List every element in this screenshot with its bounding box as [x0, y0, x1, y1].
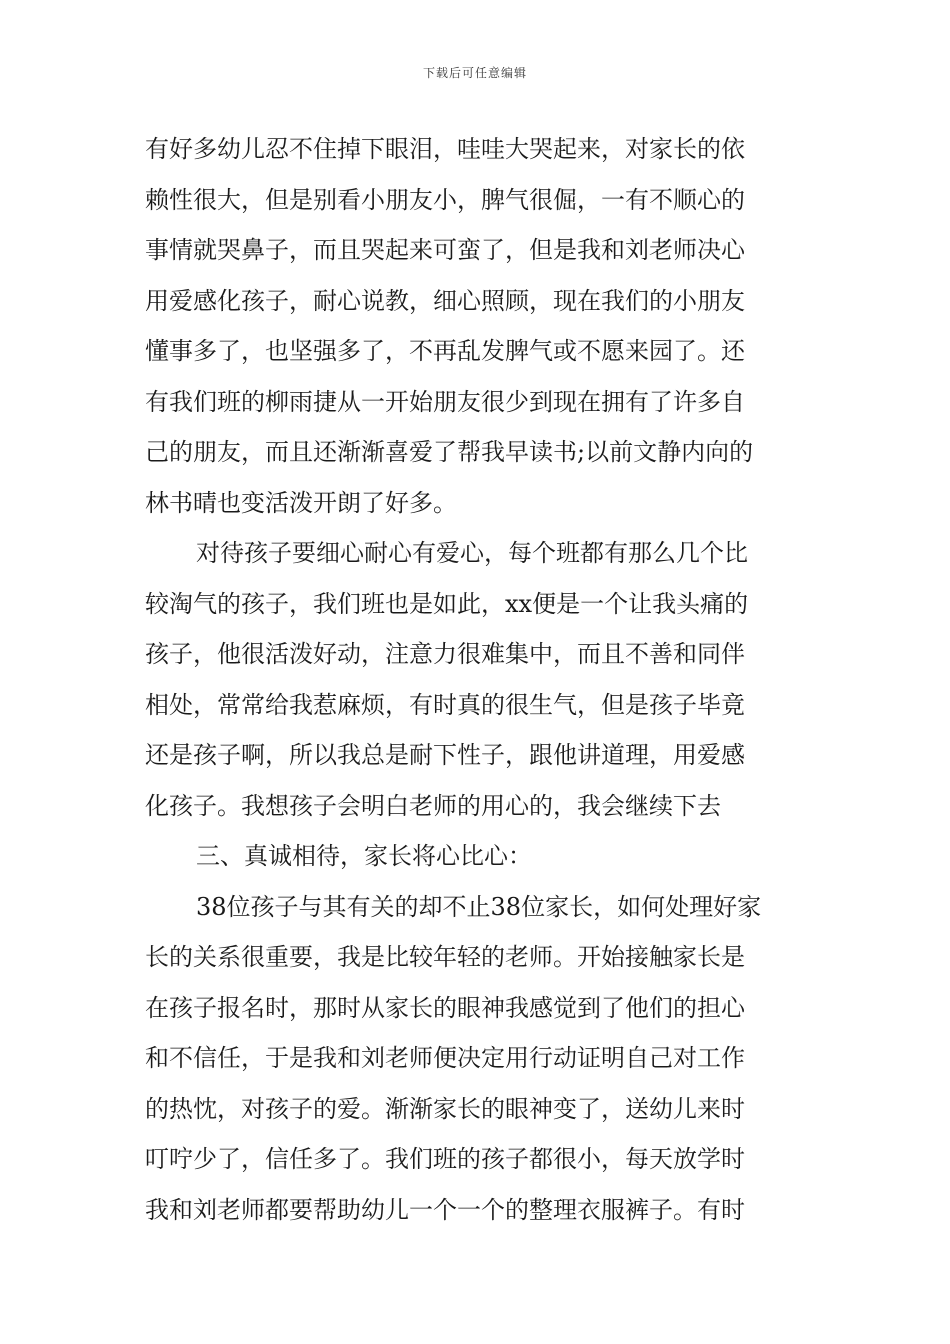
text-line: 化孩子。我想孩子会明白老师的用心的，我会继续下去	[145, 791, 721, 820]
text-line: 事情就哭鼻子，而且哭起来可蛮了，但是我和刘老师决心	[145, 236, 745, 264]
text-line: 和不信任，于是我和刘老师便决定用行动证明自己对工作	[145, 1044, 745, 1072]
text-line: 的热忱，对孩子的爱。渐渐家长的眼神变了，送幼儿来时	[145, 1094, 745, 1123]
document-body	[145, 124, 810, 1235]
text-line: 有好多幼儿忍不住掉下眼泪，哇哇大哭起来，对家长的依	[145, 135, 745, 163]
text-line: 较淘气的孩子，我们班也是如此，xx便是一个让我头痛的	[145, 589, 749, 618]
text-line: 38位孩子与其有关的却不止38位家长，如何处理好家	[196, 892, 762, 921]
text-line: 懂事多了，也坚强多了，不再乱发脾气或不愿来园了。还	[145, 337, 745, 365]
text-line: 我和刘老师都要帮助幼儿一个一个的整理衣服裤子。有时	[145, 1195, 745, 1224]
text-line: 用爱感化孩子，耐心说教，细心照顾，现在我们的小朋友	[145, 286, 745, 315]
text-line: 长的关系很重要，我是比较年轻的老师。开始接触家长是	[145, 943, 745, 971]
text-line: 对待孩子要细心耐心有爱心，每个班都有那么几个比	[196, 539, 748, 567]
text-line: 赖性很大，但是别看小朋友小，脾气很倔，一有不顺心的	[145, 185, 745, 214]
text-line: 叮咛少了，信任多了。我们班的孩子都很小，每天放学时	[145, 1145, 745, 1173]
text-line: 还是孩子啊，所以我总是耐下性子，跟他讲道理，用爱感	[145, 741, 745, 769]
text-line: 林书晴也变活泼开朗了好多。	[145, 488, 457, 517]
text-line: 孩子，他很活泼好动，注意力很难集中，而且不善和同伴	[145, 640, 745, 668]
text-line: 有我们班的柳雨捷从一开始朋友很少到现在拥有了许多自	[145, 387, 745, 416]
text-line: 相处，常常给我惹麻烦，有时真的很生气，但是孩子毕竟	[145, 690, 745, 719]
text-line: 在孩子报名时，那时从家长的眼神我感觉到了他们的担心	[145, 993, 745, 1022]
text-line: 己的朋友，而且还渐渐喜爱了帮我早读书;以前文静内向的	[145, 438, 754, 466]
text-line: 三、真诚相待，家长将心比心：	[196, 842, 532, 870]
page-header: 下载后可任意编辑	[422, 66, 527, 80]
